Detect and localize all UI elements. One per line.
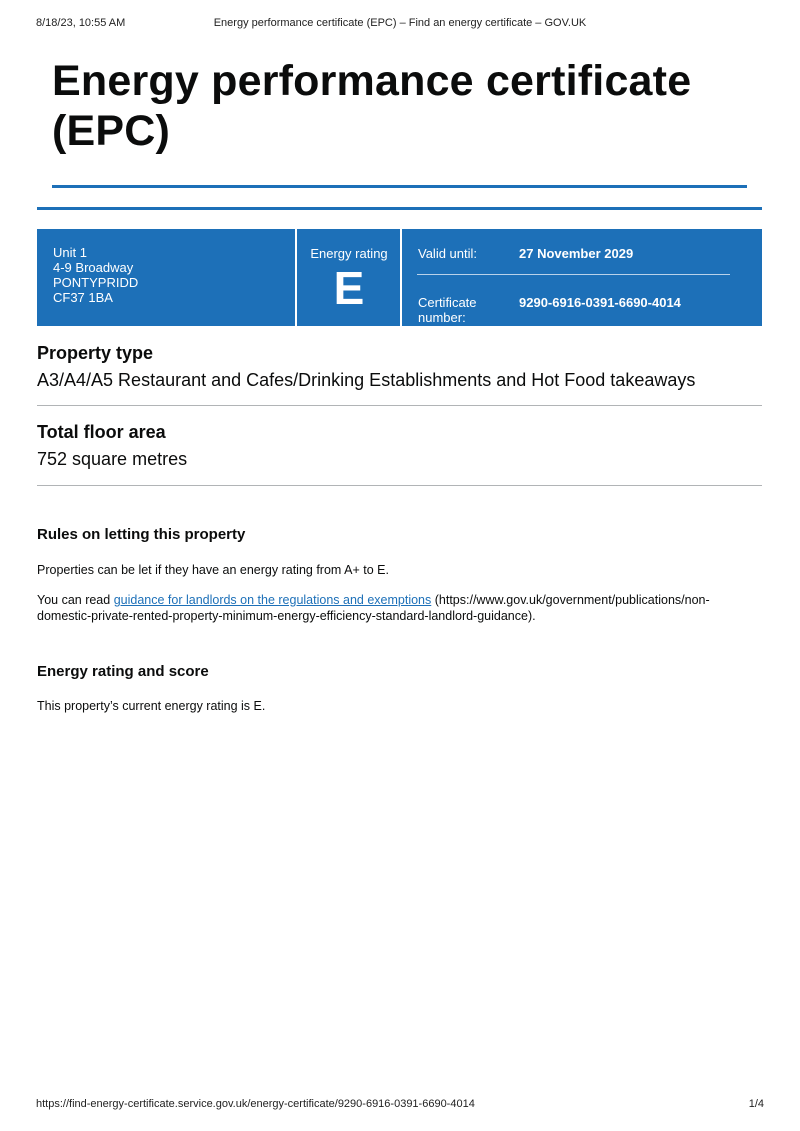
divider — [37, 405, 762, 406]
floor-area-heading: Total floor area — [37, 422, 166, 442]
letting-guidance-text: You can read guidance for landlords on the regulations and exemptions (https://www.gov.uk/government/publications/non- domestic-private-rented-property-minimum-energy-efficiency-standard-landlord-guidance). — [37, 593, 710, 623]
print-date: 8/18/23, 10:55 AM — [36, 17, 126, 29]
epc-summary-panel — [37, 229, 762, 326]
address-line: PONTYPRIDD — [53, 275, 139, 290]
property-address — [53, 245, 138, 305]
landlord-guidance-url-cont: domestic-private-rented-property-minimum-energy-efficiency-standard-landlord-guidance) — [37, 609, 533, 623]
print-page-number: 1/4 — [748, 1098, 764, 1110]
valid-until-label: Valid until: — [418, 246, 478, 261]
landlord-guidance-url: (https://www.gov.uk/government/publications/non- — [434, 593, 710, 607]
address-line: CF37 1BA — [53, 290, 113, 305]
energy-rating-letter: E — [333, 262, 365, 314]
floor-area-value: 752 square metres — [37, 449, 188, 469]
print-header — [36, 17, 764, 33]
page-title — [52, 56, 752, 156]
property-type-value: A3/A4/A5 Restaurant and Cafes/Drinking Establishments and Hot Food takeaways — [37, 370, 696, 390]
print-footer — [36, 1098, 764, 1112]
divider — [37, 485, 762, 486]
certificate-number-value: 9290-6916-0391-6690-4014 — [519, 295, 681, 310]
panel-divider — [295, 229, 297, 326]
address-line: 4-9 Broadway — [53, 260, 134, 275]
print-url: https://find-energy-certificate.service.gov.uk/energy-certificate/9290-6916-0391-6690-4014 — [36, 1098, 475, 1110]
landlord-guidance-link[interactable]: guidance for landlords on the regulations and exemptions — [113, 593, 432, 607]
certificate-number-label: Certificate number: — [418, 295, 477, 325]
property-type-heading: Property type — [37, 343, 154, 363]
rating-score-heading: Energy rating and score — [37, 663, 209, 680]
title-underline — [52, 185, 747, 188]
section-divider — [37, 207, 762, 210]
panel-divider — [400, 229, 402, 326]
letting-rules-heading: Rules on letting this property — [37, 526, 246, 543]
address-line: Unit 1 — [53, 245, 87, 260]
energy-rating-label: Energy rating — [310, 246, 388, 261]
panel-row-divider — [417, 274, 730, 275]
valid-until-value: 27 November 2029 — [519, 246, 634, 261]
page-title-line-2: (EPC) — [52, 107, 171, 155]
letting-rules-text: Properties can be let if they have an energy rating from A+ to E. — [37, 563, 389, 577]
rating-score-text: This property’s current energy rating is E. — [37, 699, 266, 713]
page-title-line-1: Energy performance certificate — [52, 57, 692, 105]
print-page-title: Energy performance certificate (EPC) – Find an energy certificate – GOV.UK — [213, 17, 587, 29]
